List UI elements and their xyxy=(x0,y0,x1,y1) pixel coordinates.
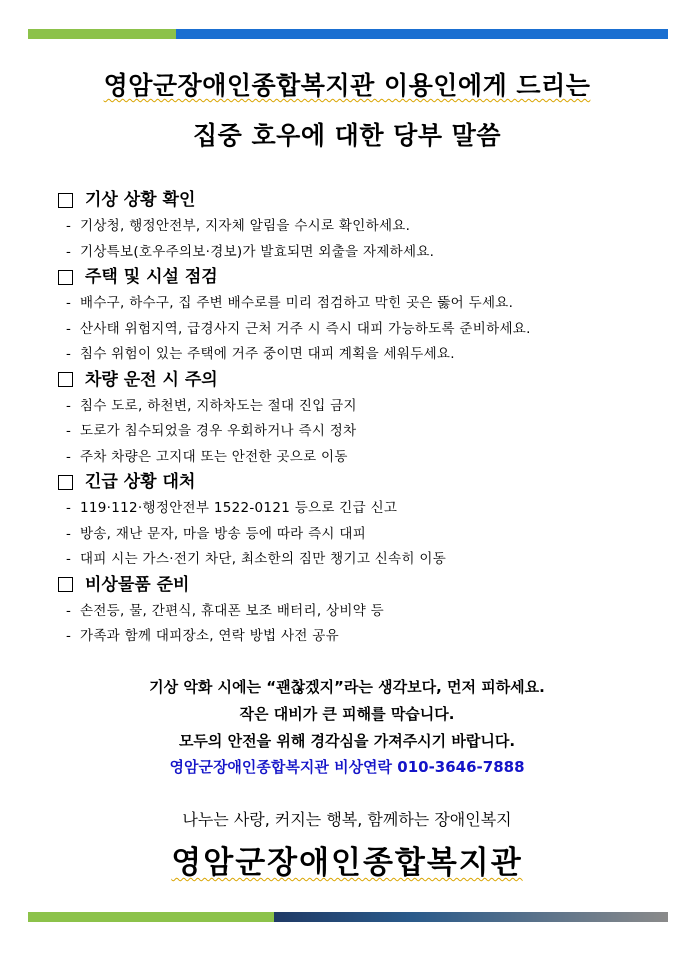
list-item: - 손전등, 물, 간편식, 휴대폰 보조 배터리, 상비약 등 xyxy=(66,602,384,619)
section-emergency xyxy=(58,470,658,573)
list-item: - 침수 위험이 있는 주택에 거주 중이면 대피 계획을 세워두세요. xyxy=(66,346,455,362)
closing-line-3: 모두의 안전을 위해 경각심을 가져주시기 바랍니다. xyxy=(178,732,516,750)
list-item: - 침수 도로, 하천변, 지하차도는 절대 진입 금지 xyxy=(66,397,357,414)
closing-line-2: 작은 대비가 큰 피해를 막습니다. xyxy=(239,705,455,723)
section-heading: 기상 상황 확인 xyxy=(58,188,658,212)
checkbox-square-icon xyxy=(58,193,73,208)
checkbox-square-icon xyxy=(58,475,73,490)
list-item: - 배수구, 하수구, 집 주변 배수로를 미리 점검하고 막힌 곳은 뚫어 두세요. xyxy=(66,295,514,311)
list-item: - 119·112·행정안전부 1522-0121 등으로 긴급 신고 xyxy=(66,500,398,516)
list-item: - 산사태 위험지역, 급경사지 근처 거주 시 즉시 대피 가능하도록 준비하세요. xyxy=(66,320,531,337)
list-item: - 대피 시는 가스·전기 차단, 최소한의 짐만 챙기고 신속히 이동 xyxy=(66,551,447,567)
list-item: - 기상특보(호우주의보·경보)가 발효되면 외출을 자제하세요. xyxy=(66,243,435,260)
section-housing xyxy=(58,265,658,368)
organization-name: 영암군장애인종합복지관 xyxy=(171,845,523,881)
section-heading: 주택 및 시설 점검 xyxy=(58,265,658,289)
section-heading: 긴급 상황 대처 xyxy=(58,470,658,494)
footer-slogan: 나누는 사랑, 커지는 행복, 함께하는 장애인복지 xyxy=(182,810,512,829)
title-line-2: 집중 호우에 대한 당부 말씀 xyxy=(193,121,501,150)
list-item: - 기상청, 행정안전부, 지자체 알림을 수시로 확인하세요. xyxy=(66,218,411,234)
list-item: - 가족과 함께 대피장소, 연락 방법 사전 공유 xyxy=(66,628,339,644)
top-bar-blue-segment xyxy=(176,29,668,39)
checkbox-square-icon xyxy=(58,577,73,592)
checkbox-square-icon xyxy=(58,270,73,285)
section-driving xyxy=(58,368,658,471)
notice-sections xyxy=(58,188,658,650)
bottom-color-bar xyxy=(28,912,668,922)
section-heading: 차량 운전 시 주의 xyxy=(58,368,658,392)
top-bar-green-segment xyxy=(28,29,176,39)
checkbox-square-icon xyxy=(58,372,73,387)
emergency-contact: 영암군장애인종합복지관 비상연락 010-3646-7888 xyxy=(169,758,525,776)
list-item: - 방송, 재난 문자, 마을 방송 등에 따라 즉시 대피 xyxy=(66,525,367,542)
list-item: - 주차 차량은 고지대 또는 안전한 곳으로 이동 xyxy=(66,448,348,465)
top-color-bar xyxy=(28,29,668,39)
title-line-1: 영암군장애인종합복지관 이용인에게 드리는 xyxy=(103,71,591,100)
section-heading: 비상물품 준비 xyxy=(58,573,658,597)
section-supplies xyxy=(58,573,658,650)
list-item: - 도로가 침수되었을 경우 우회하거나 즉시 정차 xyxy=(66,423,357,439)
closing-line-1: 기상 악화 시에는 “괜찮겠지”라는 생각보다, 먼저 피하세요. xyxy=(149,678,545,696)
section-weather xyxy=(58,188,658,265)
